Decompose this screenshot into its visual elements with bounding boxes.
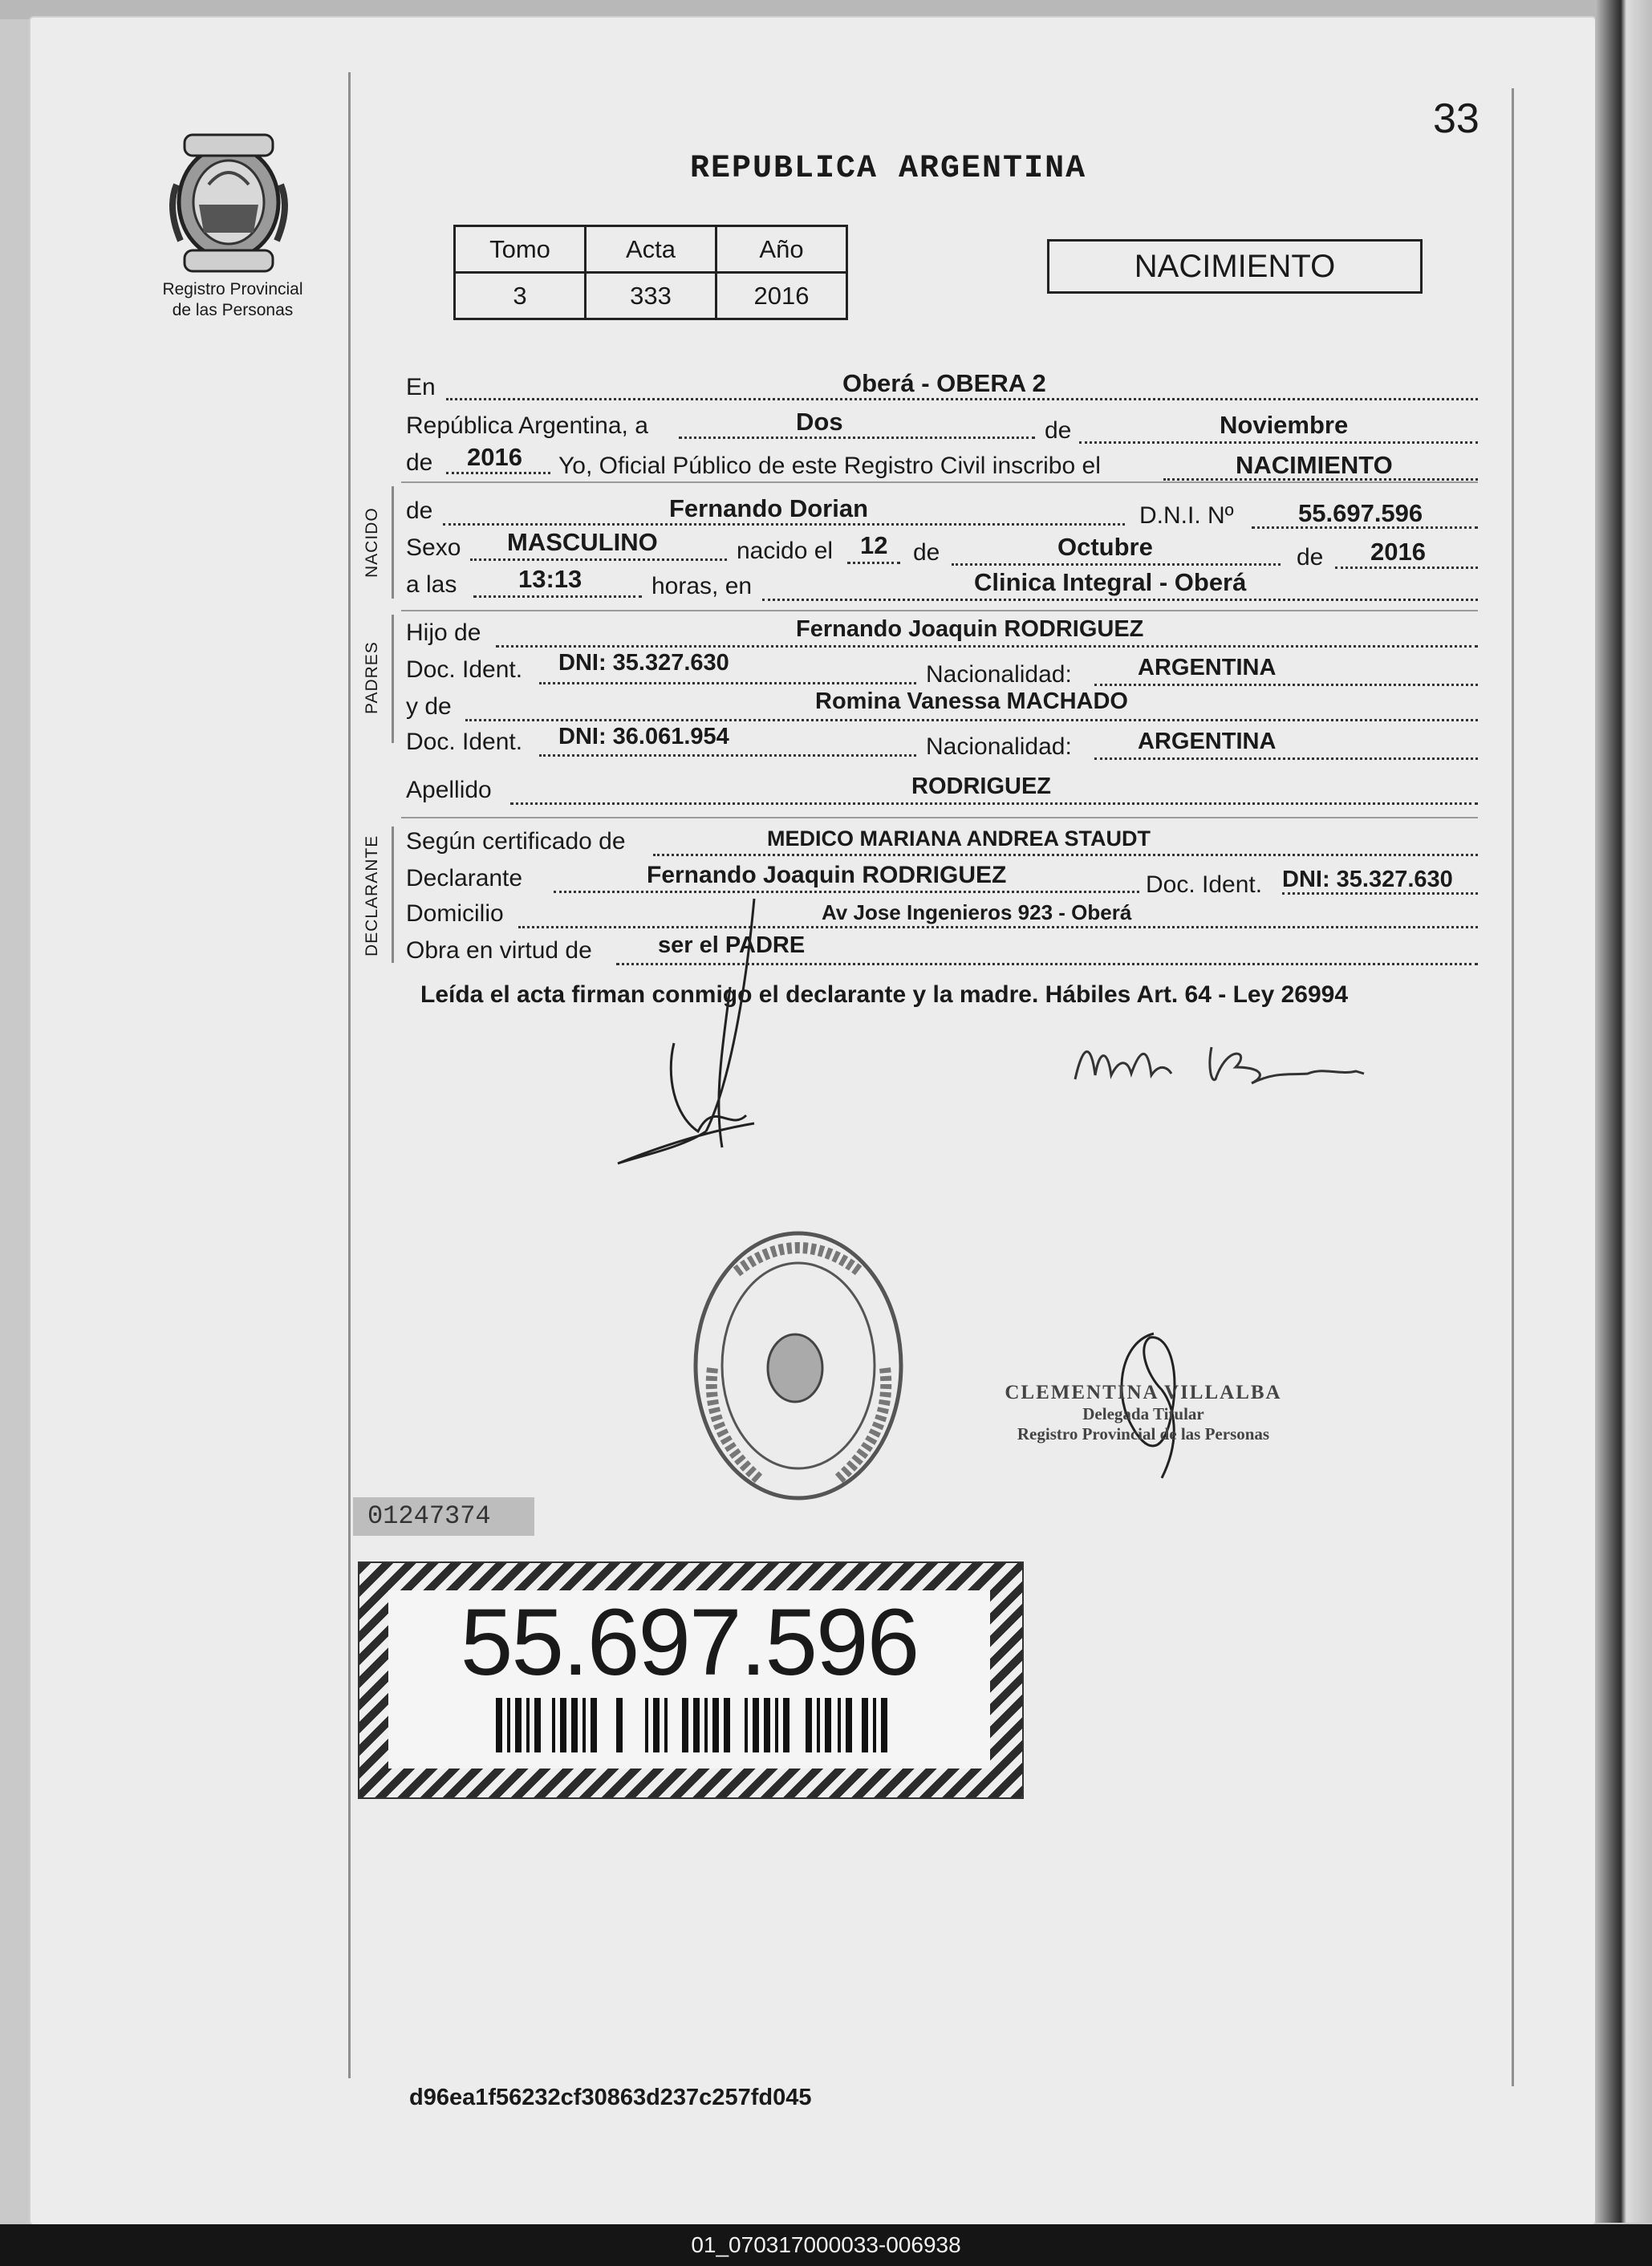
label-sexo: Sexo [406, 534, 461, 561]
officer-block [963, 1382, 1324, 1444]
child-dni: 55.697.596 [1298, 499, 1423, 527]
left-margin-rule [348, 72, 351, 2078]
scan-right-edge [1595, 0, 1652, 2223]
label-en: En [406, 374, 436, 400]
registry-label-line1: Registro Provincial [162, 280, 303, 298]
declarant-name: Fernando Joaquin RODRIGUEZ [647, 862, 1007, 888]
surname-value: RODRIGUEZ [911, 774, 1051, 799]
padres-sidebar [392, 615, 394, 743]
scan-top-edge [0, 0, 1652, 19]
serial-number: 01247374 [353, 1497, 534, 1536]
label-doc-declarant: Doc. Ident. [1146, 871, 1263, 898]
nacido-sidebar [392, 486, 394, 599]
father-nationality: ARGENTINA [1138, 655, 1277, 680]
date-year: 2016 [467, 443, 522, 471]
child-name: Fernando Dorian [669, 494, 869, 522]
line-year [446, 472, 550, 474]
declarant-doc: DNI: 35.327.630 [1282, 867, 1453, 892]
label-declarante: Declarante [406, 865, 523, 891]
line-birth-month [952, 563, 1281, 566]
closing-text: Leída el acta firman conmigo el declarante y la madre. Hábiles Art. 64 - Ley 26994 [420, 981, 1349, 1008]
place-value: Oberá - OBERA 2 [842, 369, 1046, 397]
declarant-address: Av Jose Ingenieros 923 - Oberá [822, 900, 1132, 924]
birth-time: 13:13 [518, 565, 582, 593]
label-de-bmonth: de [913, 539, 940, 566]
label-dni: D.N.I. Nº [1139, 502, 1234, 529]
birth-year: 2016 [1370, 538, 1426, 566]
line-mother-doc [539, 754, 916, 757]
record-table [453, 225, 848, 320]
record-type-box: NACIMIENTO [1047, 239, 1423, 294]
mother-signature [1067, 1035, 1388, 1099]
scan-footer-id: 01_070317000033-006938 [0, 2224, 1652, 2266]
father-name: Fernando Joaquin RODRIGUEZ [796, 616, 1144, 642]
document-title: REPUBLICA ARGENTINA [690, 151, 1087, 187]
certificate-value: MEDICO MARIANA ANDREA STAUDT [767, 826, 1151, 851]
child-sex: MASCULINO [507, 528, 658, 556]
line-birth-place [762, 599, 1478, 601]
document-hash: d96ea1f56232cf30863d237c257fd045 [409, 2085, 812, 2110]
label-nacido-el: nacido el [737, 538, 834, 564]
officer-office: Registro Provincial de las Personas [1017, 1424, 1270, 1444]
label-segun-cert: Según certificado de [406, 828, 626, 855]
label-hijo-de: Hijo de [406, 619, 481, 646]
line-certificate [653, 854, 1478, 856]
label-de-month: de [1045, 417, 1072, 444]
mother-doc: DNI: 36.061.954 [558, 724, 729, 749]
line-father-name [496, 645, 1478, 648]
value-acta: 333 [586, 273, 716, 319]
label-apellido: Apellido [406, 777, 492, 803]
label-doc-mother: Doc. Ident. [406, 729, 523, 755]
line-birth-year [1335, 566, 1478, 569]
line-sexo [470, 558, 727, 561]
line-time [473, 595, 642, 598]
label-de-year: de [406, 449, 433, 476]
label-obra: Obra en virtud de [406, 937, 592, 964]
header-acta: Acta [586, 226, 716, 273]
section-nacido: NACIDO [363, 507, 381, 578]
section-padres: PADRES [363, 641, 381, 714]
value-anio: 2016 [716, 273, 847, 319]
line-father-nat [1094, 684, 1478, 686]
label-domicilio: Domicilio [406, 900, 504, 927]
birth-month: Octubre [1057, 533, 1153, 561]
father-doc: DNI: 35.327.630 [558, 650, 729, 676]
line-surname [510, 802, 1478, 805]
registered-act: NACIMIENTO [1236, 451, 1393, 479]
value-tomo: 3 [455, 273, 586, 319]
label-horas-en: horas, en [651, 573, 753, 599]
label-yo-oficial: Yo, Oficial Público de este Registro Civil inscribo el [558, 453, 1101, 479]
officer-role: Delegada Titular [1082, 1404, 1204, 1423]
barcode-number: 55.697.596 [460, 1590, 919, 1695]
divider-1 [401, 481, 1478, 483]
barcode-bars [496, 1698, 894, 1752]
provincia-misiones-logo [160, 128, 297, 277]
label-y-de: y de [406, 693, 452, 720]
declarante-sidebar [392, 826, 394, 963]
line-day [679, 437, 1035, 439]
divider-2 [401, 610, 1478, 611]
line-child-name [443, 523, 1125, 526]
line-mother-nat [1094, 757, 1478, 760]
line-place [446, 398, 1478, 400]
officer-name: CLEMENTINA VILLALBA [1005, 1382, 1282, 1403]
official-stamp [688, 1224, 909, 1509]
line-declarant-doc [1282, 892, 1478, 895]
label-doc-father: Doc. Ident. [406, 656, 523, 683]
date-day: Dos [796, 408, 843, 436]
registry-label [144, 279, 321, 321]
label-de-child: de [406, 497, 433, 524]
label-nac-mother: Nacionalidad: [926, 733, 1072, 760]
page-number: 33 [1433, 95, 1479, 142]
mother-name: Romina Vanessa MACHADO [815, 688, 1128, 714]
label-de-byear: de [1297, 544, 1324, 571]
header-anio: Año [716, 226, 847, 273]
registry-label-line2: de las Personas [172, 301, 294, 319]
right-margin-rule [1512, 88, 1514, 2086]
mother-nationality: ARGENTINA [1138, 729, 1277, 754]
header-tomo: Tomo [455, 226, 586, 273]
label-republica: República Argentina, a [406, 412, 648, 439]
certificate-page [30, 18, 1595, 2224]
label-nac-father: Nacionalidad: [926, 661, 1072, 688]
birth-place: Clinica Integral - Oberá [974, 568, 1247, 596]
line-birth-day [847, 562, 900, 564]
divider-3 [401, 817, 1478, 818]
section-declarante: DECLARANTE [363, 835, 381, 956]
declarant-role: ser el PADRE [658, 932, 806, 958]
label-a-las: a las [406, 571, 457, 598]
declarant-signature [610, 891, 794, 1196]
date-month: Noviembre [1220, 411, 1349, 439]
line-month [1079, 441, 1478, 444]
birth-day: 12 [860, 531, 888, 559]
line-mother-name [465, 719, 1478, 721]
line-father-doc [539, 682, 916, 684]
